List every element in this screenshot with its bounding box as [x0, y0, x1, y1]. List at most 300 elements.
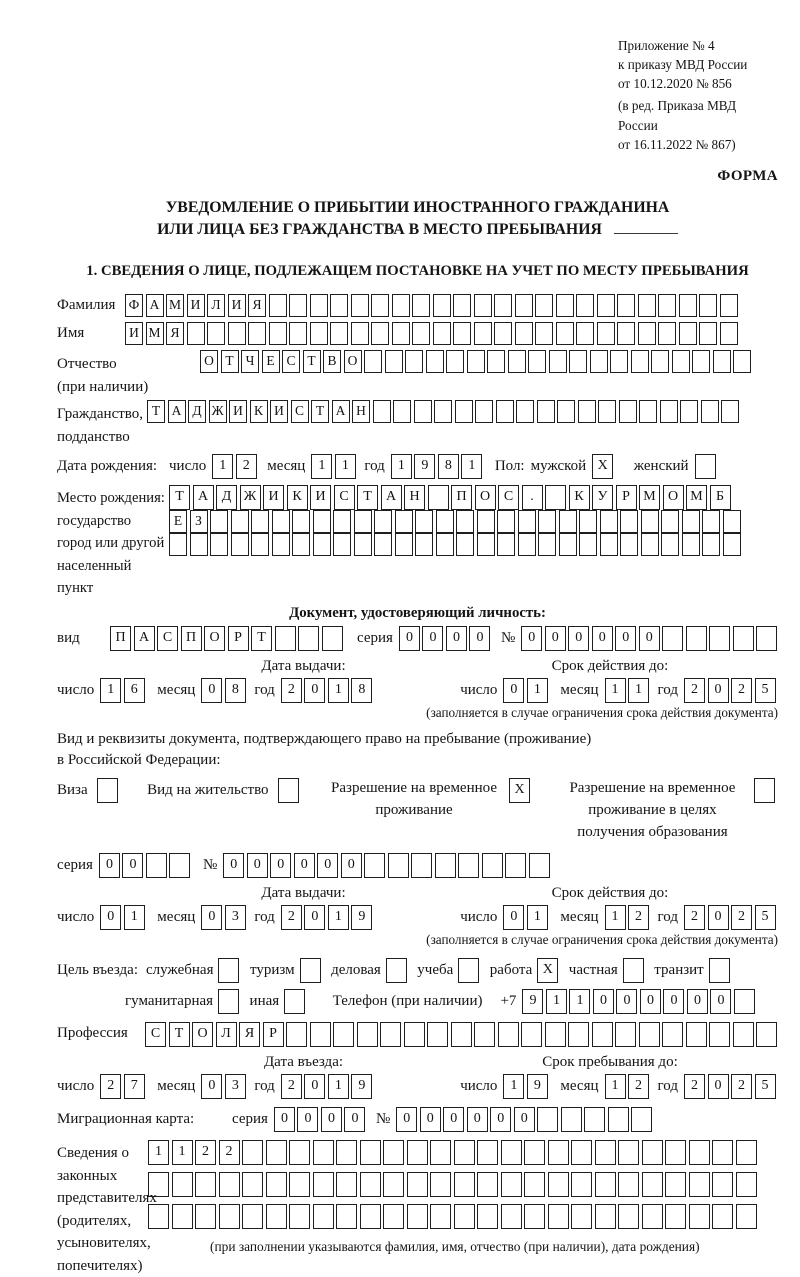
char-cell[interactable]: 1: [172, 1140, 193, 1165]
char-cell[interactable]: [595, 1140, 616, 1165]
char-cell[interactable]: [360, 1172, 381, 1197]
char-cell[interactable]: Е: [262, 350, 280, 373]
char-cell[interactable]: [610, 350, 628, 373]
char-cell[interactable]: [736, 1172, 757, 1197]
char-cell[interactable]: Ф: [125, 294, 143, 317]
char-cell[interactable]: [426, 350, 444, 373]
char-cell[interactable]: 0: [100, 905, 121, 930]
char-cell[interactable]: [415, 510, 433, 533]
residence-permit-checkbox[interactable]: [278, 778, 299, 803]
char-cell[interactable]: 0: [304, 1074, 325, 1099]
char-cell[interactable]: [576, 294, 594, 317]
char-cell[interactable]: [662, 626, 683, 651]
char-cell[interactable]: [713, 350, 731, 373]
char-cell[interactable]: 3: [225, 1074, 246, 1099]
char-cell[interactable]: Я: [239, 1022, 260, 1047]
char-cell[interactable]: [524, 1140, 545, 1165]
char-cell[interactable]: 1: [391, 454, 412, 479]
char-cell[interactable]: [393, 400, 411, 423]
char-cell[interactable]: Д: [216, 485, 237, 510]
char-cell[interactable]: [618, 1204, 639, 1229]
char-cell[interactable]: [497, 533, 515, 556]
char-cell[interactable]: [548, 1172, 569, 1197]
char-cell[interactable]: [380, 1022, 401, 1047]
char-cell[interactable]: [433, 322, 451, 345]
char-cell[interactable]: Б: [710, 485, 731, 510]
char-cell[interactable]: 1: [569, 989, 590, 1014]
char-cell[interactable]: [477, 510, 495, 533]
char-cell[interactable]: [537, 1107, 558, 1132]
char-cell[interactable]: 1: [148, 1140, 169, 1165]
char-cell[interactable]: [195, 1172, 216, 1197]
purpose-private-checkbox[interactable]: [623, 958, 644, 983]
char-cell[interactable]: [689, 1140, 710, 1165]
char-cell[interactable]: [571, 1140, 592, 1165]
char-cell[interactable]: [434, 400, 452, 423]
char-cell[interactable]: [498, 1022, 519, 1047]
char-cell[interactable]: [642, 1204, 663, 1229]
char-cell[interactable]: [148, 1172, 169, 1197]
char-cell[interactable]: [415, 533, 433, 556]
char-cell[interactable]: Т: [169, 1022, 190, 1047]
temp-residence-checkbox[interactable]: X: [509, 778, 530, 803]
char-cell[interactable]: Л: [207, 294, 225, 317]
char-cell[interactable]: [682, 510, 700, 533]
char-cell[interactable]: 9: [414, 454, 435, 479]
char-cell[interactable]: 0: [446, 626, 467, 651]
char-cell[interactable]: [516, 400, 534, 423]
char-cell[interactable]: [454, 1204, 475, 1229]
male-checkbox[interactable]: X: [592, 454, 613, 479]
char-cell[interactable]: .: [522, 485, 543, 510]
char-cell[interactable]: [712, 1140, 733, 1165]
char-cell[interactable]: 1: [328, 678, 349, 703]
char-cell[interactable]: 1: [335, 454, 356, 479]
char-cell[interactable]: [231, 510, 249, 533]
char-cell[interactable]: 2: [219, 1140, 240, 1165]
char-cell[interactable]: 0: [514, 1107, 535, 1132]
char-cell[interactable]: [579, 510, 597, 533]
char-cell[interactable]: [712, 1204, 733, 1229]
char-cell[interactable]: [336, 1172, 357, 1197]
char-cell[interactable]: [712, 1172, 733, 1197]
char-cell[interactable]: О: [475, 485, 496, 510]
char-cell[interactable]: [286, 1022, 307, 1047]
char-cell[interactable]: [289, 294, 307, 317]
char-cell[interactable]: 1: [605, 905, 626, 930]
char-cell[interactable]: Т: [303, 350, 321, 373]
char-cell[interactable]: Ч: [241, 350, 259, 373]
char-cell[interactable]: 0: [341, 853, 362, 878]
char-cell[interactable]: [474, 1022, 495, 1047]
char-cell[interactable]: 0: [467, 1107, 488, 1132]
char-cell[interactable]: 0: [396, 1107, 417, 1132]
char-cell[interactable]: [453, 322, 471, 345]
char-cell[interactable]: 9: [351, 1074, 372, 1099]
char-cell[interactable]: [436, 533, 454, 556]
char-cell[interactable]: 2: [628, 905, 649, 930]
char-cell[interactable]: [689, 1204, 710, 1229]
char-cell[interactable]: [404, 1022, 425, 1047]
char-cell[interactable]: [756, 626, 777, 651]
char-cell[interactable]: Я: [166, 322, 184, 345]
char-cell[interactable]: 1: [527, 905, 548, 930]
char-cell[interactable]: [477, 1172, 498, 1197]
char-cell[interactable]: 0: [521, 626, 542, 651]
char-cell[interactable]: 1: [100, 678, 121, 703]
char-cell[interactable]: [412, 322, 430, 345]
char-cell[interactable]: [595, 1204, 616, 1229]
char-cell[interactable]: [641, 533, 659, 556]
char-cell[interactable]: [392, 294, 410, 317]
char-cell[interactable]: Р: [228, 626, 249, 651]
char-cell[interactable]: [592, 1022, 613, 1047]
char-cell[interactable]: [709, 1022, 730, 1047]
char-cell[interactable]: 0: [304, 678, 325, 703]
char-cell[interactable]: О: [204, 626, 225, 651]
char-cell[interactable]: И: [229, 400, 247, 423]
char-cell[interactable]: [639, 1022, 660, 1047]
char-cell[interactable]: [661, 510, 679, 533]
char-cell[interactable]: [336, 1204, 357, 1229]
char-cell[interactable]: 0: [469, 626, 490, 651]
char-cell[interactable]: 0: [247, 853, 268, 878]
char-cell[interactable]: 1: [527, 678, 548, 703]
char-cell[interactable]: 2: [628, 1074, 649, 1099]
char-cell[interactable]: Т: [169, 485, 190, 510]
char-cell[interactable]: [475, 400, 493, 423]
char-cell[interactable]: [292, 533, 310, 556]
char-cell[interactable]: [436, 510, 454, 533]
char-cell[interactable]: Н: [404, 485, 425, 510]
char-cell[interactable]: 2: [281, 905, 302, 930]
char-cell[interactable]: [313, 1172, 334, 1197]
char-cell[interactable]: 0: [321, 1107, 342, 1132]
char-cell[interactable]: [477, 1204, 498, 1229]
char-cell[interactable]: [146, 853, 167, 878]
char-cell[interactable]: П: [181, 626, 202, 651]
char-cell[interactable]: П: [451, 485, 472, 510]
char-cell[interactable]: О: [200, 350, 218, 373]
char-cell[interactable]: Т: [357, 485, 378, 510]
char-cell[interactable]: [620, 510, 638, 533]
char-cell[interactable]: [721, 400, 739, 423]
char-cell[interactable]: [692, 350, 710, 373]
char-cell[interactable]: 0: [503, 905, 524, 930]
char-cell[interactable]: [313, 533, 331, 556]
char-cell[interactable]: 1: [628, 678, 649, 703]
purpose-study-checkbox[interactable]: [458, 958, 479, 983]
char-cell[interactable]: [548, 1204, 569, 1229]
char-cell[interactable]: [354, 533, 372, 556]
char-cell[interactable]: [720, 294, 738, 317]
char-cell[interactable]: 0: [545, 626, 566, 651]
char-cell[interactable]: [556, 322, 574, 345]
char-cell[interactable]: [289, 322, 307, 345]
char-cell[interactable]: 0: [708, 905, 729, 930]
char-cell[interactable]: [505, 853, 526, 878]
char-cell[interactable]: [395, 510, 413, 533]
char-cell[interactable]: 0: [304, 905, 325, 930]
char-cell[interactable]: [559, 510, 577, 533]
char-cell[interactable]: 2: [684, 678, 705, 703]
char-cell[interactable]: [631, 350, 649, 373]
char-cell[interactable]: А: [146, 294, 164, 317]
char-cell[interactable]: [515, 294, 533, 317]
char-cell[interactable]: О: [344, 350, 362, 373]
char-cell[interactable]: О: [192, 1022, 213, 1047]
char-cell[interactable]: 8: [225, 678, 246, 703]
char-cell[interactable]: [446, 350, 464, 373]
char-cell[interactable]: 8: [438, 454, 459, 479]
char-cell[interactable]: 1: [124, 905, 145, 930]
char-cell[interactable]: И: [228, 294, 246, 317]
char-cell[interactable]: [148, 1204, 169, 1229]
char-cell[interactable]: [266, 1204, 287, 1229]
char-cell[interactable]: К: [250, 400, 268, 423]
char-cell[interactable]: 0: [344, 1107, 365, 1132]
char-cell[interactable]: [477, 1140, 498, 1165]
char-cell[interactable]: С: [334, 485, 355, 510]
char-cell[interactable]: [535, 322, 553, 345]
char-cell[interactable]: 0: [687, 989, 708, 1014]
char-cell[interactable]: [660, 400, 678, 423]
char-cell[interactable]: [665, 1140, 686, 1165]
purpose-transit-checkbox[interactable]: [709, 958, 730, 983]
char-cell[interactable]: А: [332, 400, 350, 423]
char-cell[interactable]: [266, 1140, 287, 1165]
char-cell[interactable]: 1: [328, 1074, 349, 1099]
char-cell[interactable]: В: [323, 350, 341, 373]
char-cell[interactable]: [169, 853, 190, 878]
char-cell[interactable]: С: [282, 350, 300, 373]
char-cell[interactable]: [756, 1022, 777, 1047]
char-cell[interactable]: Я: [248, 294, 266, 317]
char-cell[interactable]: [600, 510, 618, 533]
char-cell[interactable]: [549, 350, 567, 373]
char-cell[interactable]: 0: [708, 678, 729, 703]
char-cell[interactable]: 0: [443, 1107, 464, 1132]
char-cell[interactable]: [686, 1022, 707, 1047]
visa-checkbox[interactable]: [97, 778, 118, 803]
char-cell[interactable]: Д: [188, 400, 206, 423]
char-cell[interactable]: [569, 350, 587, 373]
char-cell[interactable]: [231, 533, 249, 556]
char-cell[interactable]: 0: [639, 626, 660, 651]
char-cell[interactable]: [357, 1022, 378, 1047]
char-cell[interactable]: [251, 533, 269, 556]
char-cell[interactable]: [242, 1172, 263, 1197]
char-cell[interactable]: [411, 853, 432, 878]
char-cell[interactable]: 0: [663, 989, 684, 1014]
char-cell[interactable]: [354, 510, 372, 533]
char-cell[interactable]: 1: [461, 454, 482, 479]
char-cell[interactable]: 0: [399, 626, 420, 651]
char-cell[interactable]: 2: [281, 1074, 302, 1099]
char-cell[interactable]: [723, 533, 741, 556]
char-cell[interactable]: 2: [731, 678, 752, 703]
char-cell[interactable]: А: [134, 626, 155, 651]
char-cell[interactable]: [618, 1172, 639, 1197]
char-cell[interactable]: [428, 485, 449, 510]
char-cell[interactable]: [597, 294, 615, 317]
char-cell[interactable]: [538, 510, 556, 533]
char-cell[interactable]: [686, 626, 707, 651]
char-cell[interactable]: [736, 1204, 757, 1229]
char-cell[interactable]: [374, 510, 392, 533]
char-cell[interactable]: 2: [684, 905, 705, 930]
char-cell[interactable]: [474, 322, 492, 345]
char-cell[interactable]: 0: [503, 678, 524, 703]
char-cell[interactable]: [407, 1172, 428, 1197]
char-cell[interactable]: [689, 1172, 710, 1197]
char-cell[interactable]: [617, 322, 635, 345]
char-cell[interactable]: [385, 350, 403, 373]
char-cell[interactable]: [371, 294, 389, 317]
char-cell[interactable]: [195, 1204, 216, 1229]
char-cell[interactable]: 0: [201, 1074, 222, 1099]
char-cell[interactable]: [494, 294, 512, 317]
char-cell[interactable]: А: [168, 400, 186, 423]
char-cell[interactable]: [579, 533, 597, 556]
char-cell[interactable]: Т: [147, 400, 165, 423]
purpose-official-checkbox[interactable]: [218, 958, 239, 983]
char-cell[interactable]: [289, 1140, 310, 1165]
char-cell[interactable]: Т: [251, 626, 272, 651]
char-cell[interactable]: [642, 1140, 663, 1165]
char-cell[interactable]: [266, 1172, 287, 1197]
char-cell[interactable]: [210, 510, 228, 533]
char-cell[interactable]: 0: [201, 905, 222, 930]
char-cell[interactable]: 0: [616, 989, 637, 1014]
char-cell[interactable]: [172, 1204, 193, 1229]
char-cell[interactable]: [430, 1140, 451, 1165]
char-cell[interactable]: С: [291, 400, 309, 423]
char-cell[interactable]: [521, 1022, 542, 1047]
char-cell[interactable]: [723, 510, 741, 533]
char-cell[interactable]: [430, 1172, 451, 1197]
char-cell[interactable]: [414, 400, 432, 423]
char-cell[interactable]: 0: [274, 1107, 295, 1132]
char-cell[interactable]: С: [157, 626, 178, 651]
char-cell[interactable]: [242, 1140, 263, 1165]
char-cell[interactable]: [559, 533, 577, 556]
char-cell[interactable]: [701, 400, 719, 423]
char-cell[interactable]: [518, 533, 536, 556]
char-cell[interactable]: 7: [124, 1074, 145, 1099]
char-cell[interactable]: [590, 350, 608, 373]
char-cell[interactable]: [458, 853, 479, 878]
char-cell[interactable]: [680, 400, 698, 423]
char-cell[interactable]: М: [146, 322, 164, 345]
char-cell[interactable]: 8: [351, 678, 372, 703]
purpose-tourism-checkbox[interactable]: [300, 958, 321, 983]
char-cell[interactable]: Р: [616, 485, 637, 510]
char-cell[interactable]: [658, 322, 676, 345]
char-cell[interactable]: 1: [605, 1074, 626, 1099]
char-cell[interactable]: И: [263, 485, 284, 510]
char-cell[interactable]: [665, 1172, 686, 1197]
char-cell[interactable]: 0: [710, 989, 731, 1014]
char-cell[interactable]: [322, 626, 343, 651]
char-cell[interactable]: 6: [124, 678, 145, 703]
char-cell[interactable]: И: [270, 400, 288, 423]
char-cell[interactable]: [169, 533, 187, 556]
purpose-other-checkbox[interactable]: [284, 989, 305, 1014]
char-cell[interactable]: [374, 533, 392, 556]
char-cell[interactable]: 0: [593, 989, 614, 1014]
char-cell[interactable]: [699, 322, 717, 345]
char-cell[interactable]: [571, 1172, 592, 1197]
char-cell[interactable]: Н: [352, 400, 370, 423]
char-cell[interactable]: [269, 322, 287, 345]
char-cell[interactable]: [618, 1140, 639, 1165]
char-cell[interactable]: [313, 1140, 334, 1165]
char-cell[interactable]: [467, 350, 485, 373]
char-cell[interactable]: 0: [708, 1074, 729, 1099]
char-cell[interactable]: [642, 1172, 663, 1197]
char-cell[interactable]: [456, 533, 474, 556]
char-cell[interactable]: [395, 533, 413, 556]
char-cell[interactable]: С: [498, 485, 519, 510]
char-cell[interactable]: [451, 1022, 472, 1047]
char-cell[interactable]: К: [569, 485, 590, 510]
char-cell[interactable]: [433, 294, 451, 317]
char-cell[interactable]: [207, 322, 225, 345]
char-cell[interactable]: [538, 533, 556, 556]
char-cell[interactable]: 1: [328, 905, 349, 930]
char-cell[interactable]: О: [663, 485, 684, 510]
char-cell[interactable]: [501, 1172, 522, 1197]
char-cell[interactable]: [529, 853, 550, 878]
char-cell[interactable]: [360, 1204, 381, 1229]
char-cell[interactable]: [351, 294, 369, 317]
purpose-humanitarian-checkbox[interactable]: [218, 989, 239, 1014]
char-cell[interactable]: [584, 1107, 605, 1132]
char-cell[interactable]: [638, 322, 656, 345]
char-cell[interactable]: [578, 400, 596, 423]
char-cell[interactable]: [336, 1140, 357, 1165]
char-cell[interactable]: 0: [615, 626, 636, 651]
char-cell[interactable]: [720, 322, 738, 345]
char-cell[interactable]: [736, 1140, 757, 1165]
char-cell[interactable]: [662, 1022, 683, 1047]
char-cell[interactable]: [528, 350, 546, 373]
char-cell[interactable]: 1: [503, 1074, 524, 1099]
char-cell[interactable]: [518, 510, 536, 533]
char-cell[interactable]: [508, 350, 526, 373]
char-cell[interactable]: К: [287, 485, 308, 510]
char-cell[interactable]: [615, 1022, 636, 1047]
char-cell[interactable]: П: [110, 626, 131, 651]
char-cell[interactable]: [679, 322, 697, 345]
char-cell[interactable]: [190, 533, 208, 556]
char-cell[interactable]: [330, 322, 348, 345]
char-cell[interactable]: 2: [100, 1074, 121, 1099]
char-cell[interactable]: 5: [755, 1074, 776, 1099]
char-cell[interactable]: [651, 350, 669, 373]
char-cell[interactable]: 0: [201, 678, 222, 703]
char-cell[interactable]: [333, 1022, 354, 1047]
char-cell[interactable]: [310, 322, 328, 345]
char-cell[interactable]: [734, 989, 755, 1014]
char-cell[interactable]: [242, 1204, 263, 1229]
char-cell[interactable]: М: [686, 485, 707, 510]
char-cell[interactable]: 2: [731, 1074, 752, 1099]
char-cell[interactable]: [298, 626, 319, 651]
char-cell[interactable]: [272, 510, 290, 533]
char-cell[interactable]: [313, 510, 331, 533]
